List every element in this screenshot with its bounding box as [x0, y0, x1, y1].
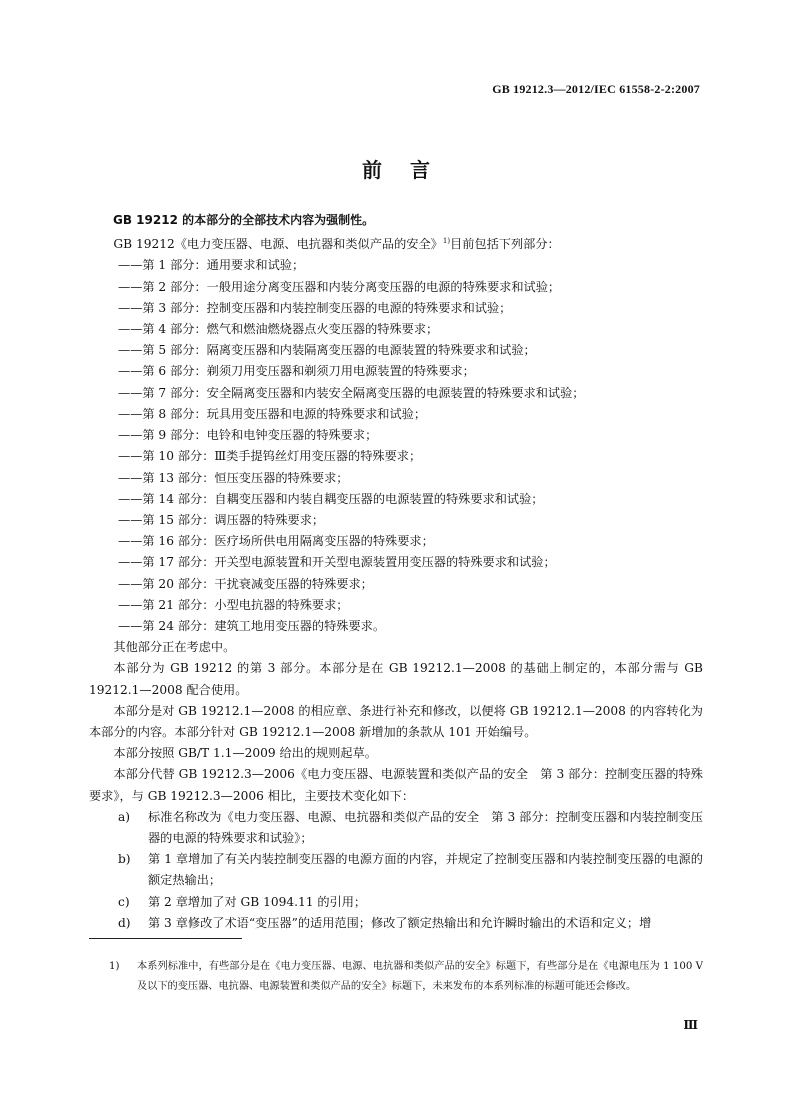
list-item: ——第 13 部分：恒压变压器的特殊要求； — [118, 470, 349, 485]
page-title: 前言 — [362, 158, 458, 182]
paragraph-replaces: 本部分代替 GB 19212.3—2006《电力变压器、电源装置和类似产品的安全 第 3 部分：控制变压器的特殊要求》，与 GB 19212.3—2006 相比，主要技术变化如下： — [89, 767, 703, 803]
list-item: ——第 8 部分：玩具用变压器和电源的特殊要求和试验； — [118, 406, 427, 421]
paragraph-drafting: 本部分按照 GB/T 1.1—2009 给出的规则起草。 — [113, 746, 377, 761]
list-item: ——第 6 部分：剃须刀用变压器和剃须刀用电源装置的特殊要求； — [118, 364, 475, 379]
document-body — [89, 210, 703, 934]
changes-list — [89, 807, 703, 934]
footnote-text: 本系列标准中，有些部分是在《电力变压器、电源、电抗器和类似产品的安全》标题下，有些部分是在《电源电压为 1 100 V 及以下的变压器、电抗器、电源装置和类似产品的安全》标题下，未来发布的本系列标准的标题可能还会修改。 — [137, 961, 703, 992]
list-item-label: a) — [118, 809, 131, 824]
list-item: ——第 17 部分：开关型电源装置和开关型电源装置用变压器的特殊要求和试验； — [118, 555, 556, 570]
series-intro-tail: 目前包括下列部分： — [450, 237, 560, 252]
list-item: ——第 2 部分：一般用途分离变压器和内装分离变压器的电源的特殊要求和试验； — [118, 279, 561, 294]
list-item: ——第 14 部分：自耦变压器和内装自耦变压器的电源装置的特殊要求和试验； — [118, 491, 544, 506]
list-item: ——第 7 部分：安全隔离变压器和内装安全隔离变压器的电源装置的特殊要求和试验； — [118, 385, 585, 400]
list-item — [118, 807, 703, 849]
list-item: ——第 3 部分：控制变压器和内装控制变压器的电源的特殊要求和试验； — [118, 300, 512, 315]
list-item: ——第 16 部分：医疗场所供电用隔离变压器的特殊要求； — [118, 534, 434, 549]
list-item: ——第 4 部分：燃气和燃油燃烧器点火变压器的特殊要求； — [118, 322, 439, 337]
standard-number-header: GB 19212.3—2012/IEC 61558-2-2:2007 — [492, 82, 700, 96]
footnote-divider — [89, 938, 242, 939]
list-item: ——第 1 部分：通用要求和试验； — [118, 258, 305, 273]
list-item: ——第 21 部分：小型电抗器的特殊要求； — [118, 597, 349, 612]
list-item: ——第 5 部分：隔离变压器和内装隔离变压器的电源装置的特殊要求和试验； — [118, 343, 536, 358]
paragraph-supplement: 本部分是对 GB 19212.1—2008 的相应章、条进行补充和修改，以便将 GB 19212.1—2008 的内容转化为本部分的内容。本部分针对 GB 19212.1—2008 新增加的条款从 101 开始编号。 — [89, 703, 703, 739]
list-item-label: d) — [118, 915, 131, 930]
paragraph-part3: 本部分为 GB 19212 的第 3 部分。本部分是在 GB 19212.1—2008 的基础上制定的，本部分需与 GB 19212.1—2008 配合使用。 — [89, 661, 703, 697]
list-item-label: b) — [118, 852, 131, 867]
list-item — [118, 913, 703, 934]
footnote — [109, 957, 703, 997]
list-item: ——第 20 部分：干扰衰减变压器的特殊要求； — [118, 576, 373, 591]
list-item: ——第 9 部分：电铃和电钟变压器的特殊要求； — [118, 428, 378, 443]
page-number: Ⅲ — [683, 1018, 698, 1032]
series-intro — [89, 231, 703, 255]
list-item-text: 第 3 章修改了术语“变压器”的适用范围；修改了额定热输出和允许瞬时输出的术语和定义；增 — [148, 915, 652, 930]
list-item-text: 标准名称改为《电力变压器、电源、电抗器和类似产品的安全 第 3 部分：控制变压器和内装控制变压器的电源的特殊要求和试验》； — [148, 809, 703, 845]
list-item: ——第 15 部分：调压器的特殊要求； — [118, 512, 325, 527]
list-item-text: 第 2 章增加了对 GB 1094.11 的引用； — [148, 894, 367, 909]
series-intro-text: GB 19212《电力变压器、电源、电抗器和类似产品的安全》 — [113, 237, 443, 252]
parts-list — [89, 255, 703, 637]
list-item-text: 第 1 章增加了有关内装控制变压器的电源方面的内容，并规定了控制变压器和内装控制变压器的电源的额定热输出； — [148, 852, 703, 888]
list-item-label: c) — [118, 894, 130, 909]
mandatory-statement: GB 19212 的本部分的全部技术内容为强制性。 — [113, 213, 375, 227]
list-item — [118, 892, 703, 913]
list-item: ——第 24 部分：建筑工地用变压器的特殊要求。 — [118, 618, 386, 633]
paragraph-other-parts: 其他部分正在考虑中。 — [113, 640, 236, 655]
footnote-ref: 1) — [442, 237, 451, 246]
list-item — [118, 849, 703, 891]
footnote-mark: 1) — [109, 961, 120, 972]
list-item: ——第 10 部分：Ⅲ类手提钨丝灯用变压器的特殊要求； — [118, 449, 422, 464]
